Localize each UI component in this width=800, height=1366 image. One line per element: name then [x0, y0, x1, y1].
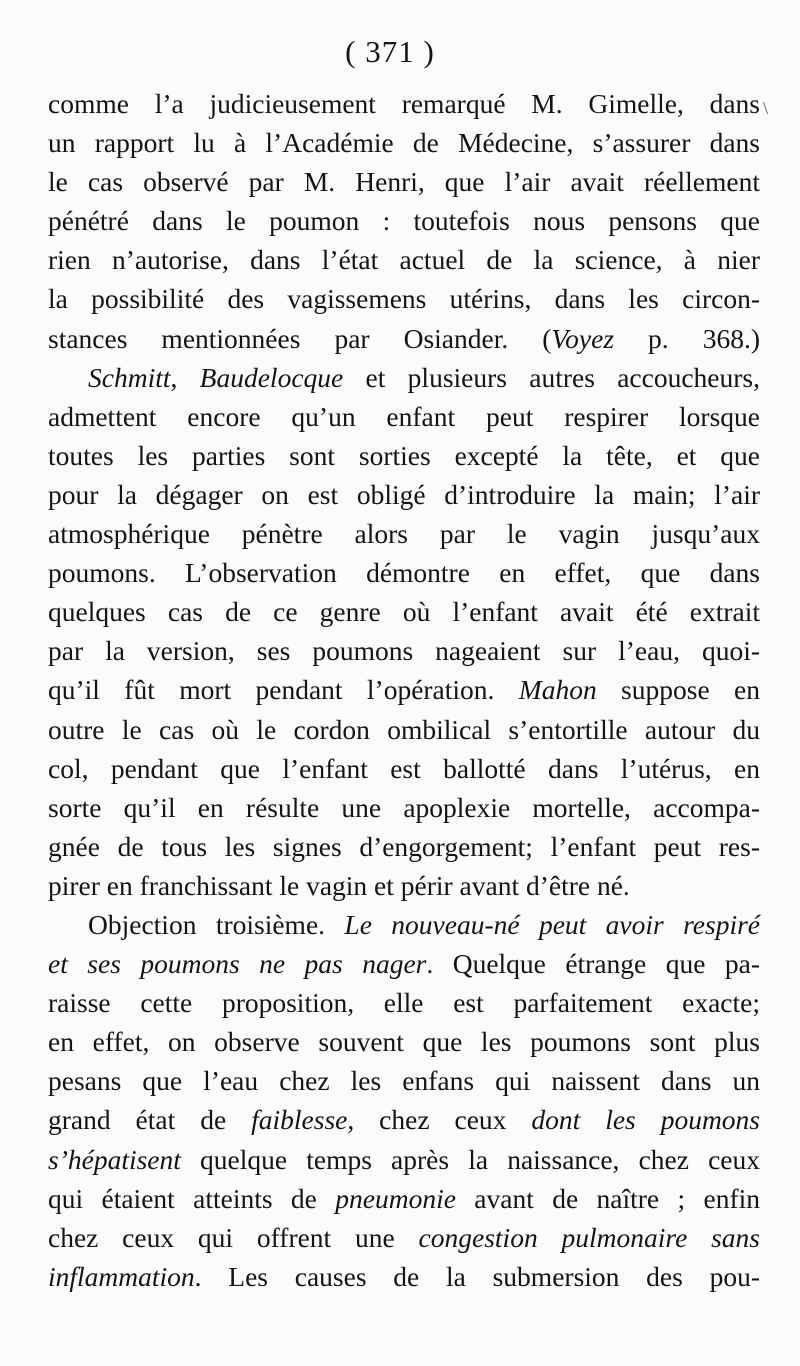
text-segment: pesans que l’eau chez les enfans qui naissent dans un: [48, 1065, 760, 1097]
text-segment: en effet, on observe souvent que les poumons sont plus: [48, 1026, 760, 1058]
text-line: [48, 1218, 760, 1257]
text-segment: ,: [170, 361, 200, 393]
text-line: [48, 553, 760, 592]
italic-text: et ses poumons ne pas nager: [48, 948, 427, 980]
text-segment: outre le cas où le cordon ombilical s’entortille autour du: [48, 713, 760, 745]
text-line: [48, 358, 760, 397]
text-segment: pénétré dans le poumon : toutefois nous pensons que: [48, 205, 760, 237]
text-line: [48, 475, 760, 514]
text-line: [48, 397, 760, 436]
text-segment: le cas observé par M. Henri, que l’air avait réellement: [48, 166, 760, 198]
text-line: [48, 1140, 760, 1179]
italic-text: Schmitt: [88, 361, 171, 393]
italic-text: inflammation: [48, 1260, 195, 1292]
text-line: [48, 162, 760, 201]
text-line: [48, 749, 760, 788]
text-line: [48, 944, 760, 983]
text-segment: . Quelque étrange que pa-: [426, 948, 760, 980]
text-line: [48, 1257, 760, 1296]
text-line: [48, 1061, 760, 1100]
text-segment: admettent encore qu’un enfant peut respirer lorsque: [48, 400, 760, 432]
text-line: [48, 866, 760, 905]
italic-text: Le nouveau-né peut avoir respiré: [344, 908, 760, 940]
text-line: [48, 319, 760, 358]
text-segment: comme l’a judicieusement remarqué M. Gimelle, dans: [48, 88, 760, 119]
text-line: [48, 1100, 760, 1139]
italic-text: Mahon: [518, 674, 597, 706]
text-segment: quelque temps après la naissance, chez ceux: [180, 1143, 760, 1175]
text-line: [48, 1179, 760, 1218]
text-line: [48, 279, 760, 318]
text-segment: la possibilité des vagissemens utérins, dans les circon-: [48, 283, 760, 315]
text-segment: quelques cas de ce genre où l’enfant avait été extrait: [48, 596, 760, 628]
italic-text: congestion pulmonaire sans: [418, 1221, 761, 1253]
text-line: [48, 983, 760, 1022]
text-segment: suppose en: [596, 674, 760, 706]
text-segment: sorte qu’il en résulte une apoplexie mortelle, accompa-: [48, 791, 760, 823]
text-line: [48, 670, 760, 709]
text-line: [48, 631, 760, 670]
text-line: [48, 905, 760, 944]
text-segment: . Les causes de la submersion des pou-: [194, 1260, 760, 1292]
text-segment: grand état de: [48, 1104, 252, 1136]
text-line: [48, 514, 760, 553]
text-segment: avant de naître ; enfin: [455, 1182, 760, 1214]
text-segment: qui étaient atteints de: [48, 1182, 336, 1214]
text-segment: toutes les parties sont sorties excepté la tête, et que: [48, 439, 760, 471]
text-segment: et plusieurs autres accoucheurs,: [343, 361, 760, 393]
text-segment: pour la dégager on est obligé d’introduire la main; l’air: [48, 478, 760, 510]
text-segment: rien n’autorise, dans l’état actuel de la science, à nier: [48, 244, 760, 276]
text-line: [48, 436, 760, 475]
text-line: [48, 1022, 760, 1061]
text-segment: gnée de tous les signes d’engorgement; l’enfant peut res-: [48, 830, 760, 862]
body-text: [48, 84, 760, 1296]
margin-mark: \: [763, 98, 769, 118]
text-segment: atmosphérique pénètre alors par le vagin jusqu’aux: [48, 518, 760, 550]
text-line: [48, 240, 760, 279]
text-segment: chez ceux qui offrent une: [48, 1221, 419, 1253]
text-line: [48, 84, 760, 123]
text-line: [48, 123, 760, 162]
text-line: [48, 201, 760, 240]
italic-text: s’hépatisent: [48, 1143, 181, 1175]
text-line: [48, 710, 760, 749]
text-segment: qu’il fût mort pendant l’opération.: [48, 674, 519, 706]
text-line: [48, 827, 760, 866]
italic-text: faiblesse: [251, 1104, 348, 1136]
text-segment: p. 368.): [614, 322, 760, 354]
text-segment: , chez ceux: [347, 1104, 532, 1136]
italic-text: Baudelocque: [199, 361, 344, 393]
italic-text: Voyez: [551, 322, 615, 354]
text-line: [48, 788, 760, 827]
text-segment: raisse cette proposition, elle est parfaitement exacte;: [48, 987, 760, 1019]
text-segment: col, pendant que l’enfant est ballotté dans l’utérus, en: [48, 752, 760, 784]
page-number: ( 371 ): [345, 34, 435, 69]
text-segment: pirer en franchissant le vagin et périr avant d’être né.: [48, 869, 630, 901]
text-segment: poumons. L’observation démontre en effet, que dans: [48, 557, 760, 589]
text-segment: stances mentionnées par Osiander. (: [48, 322, 552, 354]
text-line: [48, 592, 760, 631]
text-segment: Objection troisième.: [88, 908, 345, 940]
italic-text: dont les poumons: [531, 1104, 761, 1136]
text-segment: un rapport lu à l’Académie de Médecine, s’assurer dans: [48, 127, 760, 159]
italic-text: pneumonie: [335, 1182, 456, 1214]
text-segment: par la version, ses poumons nageaient sur l’eau, quoi-: [48, 635, 760, 667]
